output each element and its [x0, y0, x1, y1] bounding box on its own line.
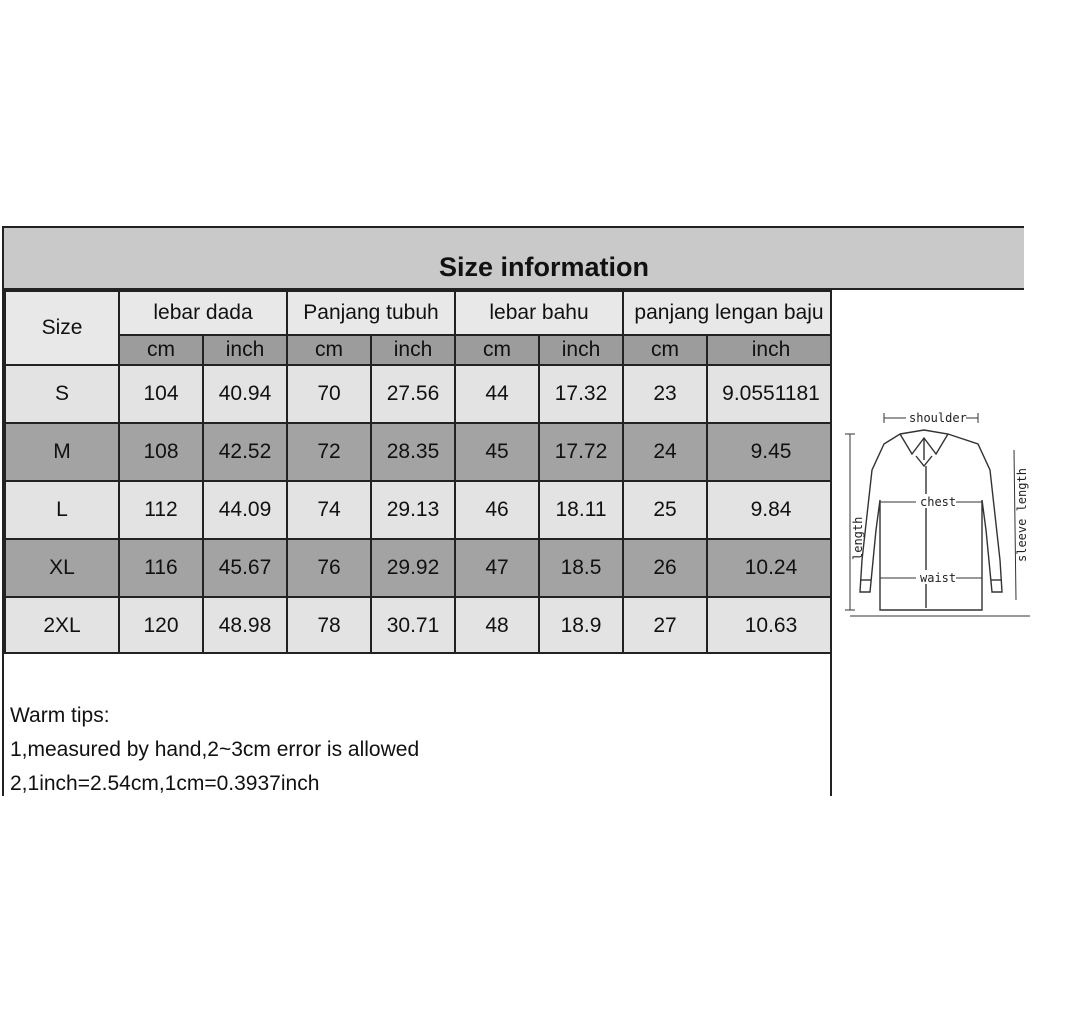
table-row: [5, 539, 835, 597]
value-cell: 46: [455, 481, 539, 539]
unit-header: inch: [539, 335, 623, 365]
table-row: [5, 365, 835, 423]
value-cell: 9.84: [707, 481, 835, 539]
unit-header: inch: [707, 335, 835, 365]
value-cell: 18.11: [539, 481, 623, 539]
value-cell: 48: [455, 597, 539, 655]
size-cell: L: [5, 481, 119, 539]
value-cell: 76: [287, 539, 371, 597]
value-cell: 74: [287, 481, 371, 539]
value-cell: 29.13: [371, 481, 455, 539]
value-cell: 24: [623, 423, 707, 481]
shoulder-label: shoulder: [909, 411, 967, 425]
value-cell: 17.72: [539, 423, 623, 481]
size-cell: S: [5, 365, 119, 423]
value-cell: 108: [119, 423, 203, 481]
tip-line-2: 2,1inch=2.54cm,1cm=0.3937inch: [10, 772, 320, 795]
value-cell: 78: [287, 597, 371, 655]
value-cell: 10.63: [707, 597, 835, 655]
chart-title: Size information: [438, 252, 649, 282]
warm-tips: [4, 652, 830, 796]
unit-header: cm: [623, 335, 707, 365]
value-cell: 116: [119, 539, 203, 597]
chest-label: chest: [920, 495, 957, 509]
table-row: [5, 481, 835, 539]
size-table: [4, 290, 836, 656]
unit-header: cm: [455, 335, 539, 365]
value-cell: 27: [623, 597, 707, 655]
unit-header: cm: [287, 335, 371, 365]
tips-heading: Warm tips:: [10, 704, 110, 727]
unit-header: inch: [203, 335, 287, 365]
value-cell: 28.35: [371, 423, 455, 481]
value-cell: 112: [119, 481, 203, 539]
value-cell: 104: [119, 365, 203, 423]
waist-label: waist: [920, 571, 957, 585]
value-cell: 9.0551181: [707, 365, 835, 423]
value-cell: 26: [623, 539, 707, 597]
table-row: [5, 597, 835, 655]
group-header: Panjang tubuh: [287, 291, 455, 335]
value-cell: 70: [287, 365, 371, 423]
shirt-measurement-diagram: [840, 410, 1030, 640]
size-cell: XL: [5, 539, 119, 597]
value-cell: 29.92: [371, 539, 455, 597]
value-cell: 18.5: [539, 539, 623, 597]
group-header: panjang lengan baju: [623, 291, 835, 335]
value-cell: 10.24: [707, 539, 835, 597]
value-cell: 40.94: [203, 365, 287, 423]
value-cell: 25: [623, 481, 707, 539]
size-header: Size: [5, 291, 119, 365]
value-cell: 17.32: [539, 365, 623, 423]
unit-header: inch: [371, 335, 455, 365]
value-cell: 9.45: [707, 423, 835, 481]
group-header: lebar bahu: [455, 291, 623, 335]
size-cell: 2XL: [5, 597, 119, 655]
value-cell: 18.9: [539, 597, 623, 655]
value-cell: 44: [455, 365, 539, 423]
value-cell: 120: [119, 597, 203, 655]
value-cell: 27.56: [371, 365, 455, 423]
value-cell: 48.98: [203, 597, 287, 655]
title-bar: [4, 228, 1024, 290]
size-chart: [2, 226, 1029, 796]
sleeve-label: sleeve length: [1015, 468, 1029, 562]
value-cell: 44.09: [203, 481, 287, 539]
value-cell: 47: [455, 539, 539, 597]
measurement-diagram-panel: [830, 290, 1029, 796]
value-cell: 45: [455, 423, 539, 481]
value-cell: 45.67: [203, 539, 287, 597]
table-row: [5, 423, 835, 481]
value-cell: 30.71: [371, 597, 455, 655]
value-cell: 23: [623, 365, 707, 423]
value-cell: 42.52: [203, 423, 287, 481]
unit-header: cm: [119, 335, 203, 365]
tip-line-1: 1,measured by hand,2~3cm error is allowed: [10, 738, 420, 761]
length-label: length: [851, 516, 865, 560]
value-cell: 72: [287, 423, 371, 481]
group-header: lebar dada: [119, 291, 287, 335]
size-cell: M: [5, 423, 119, 481]
